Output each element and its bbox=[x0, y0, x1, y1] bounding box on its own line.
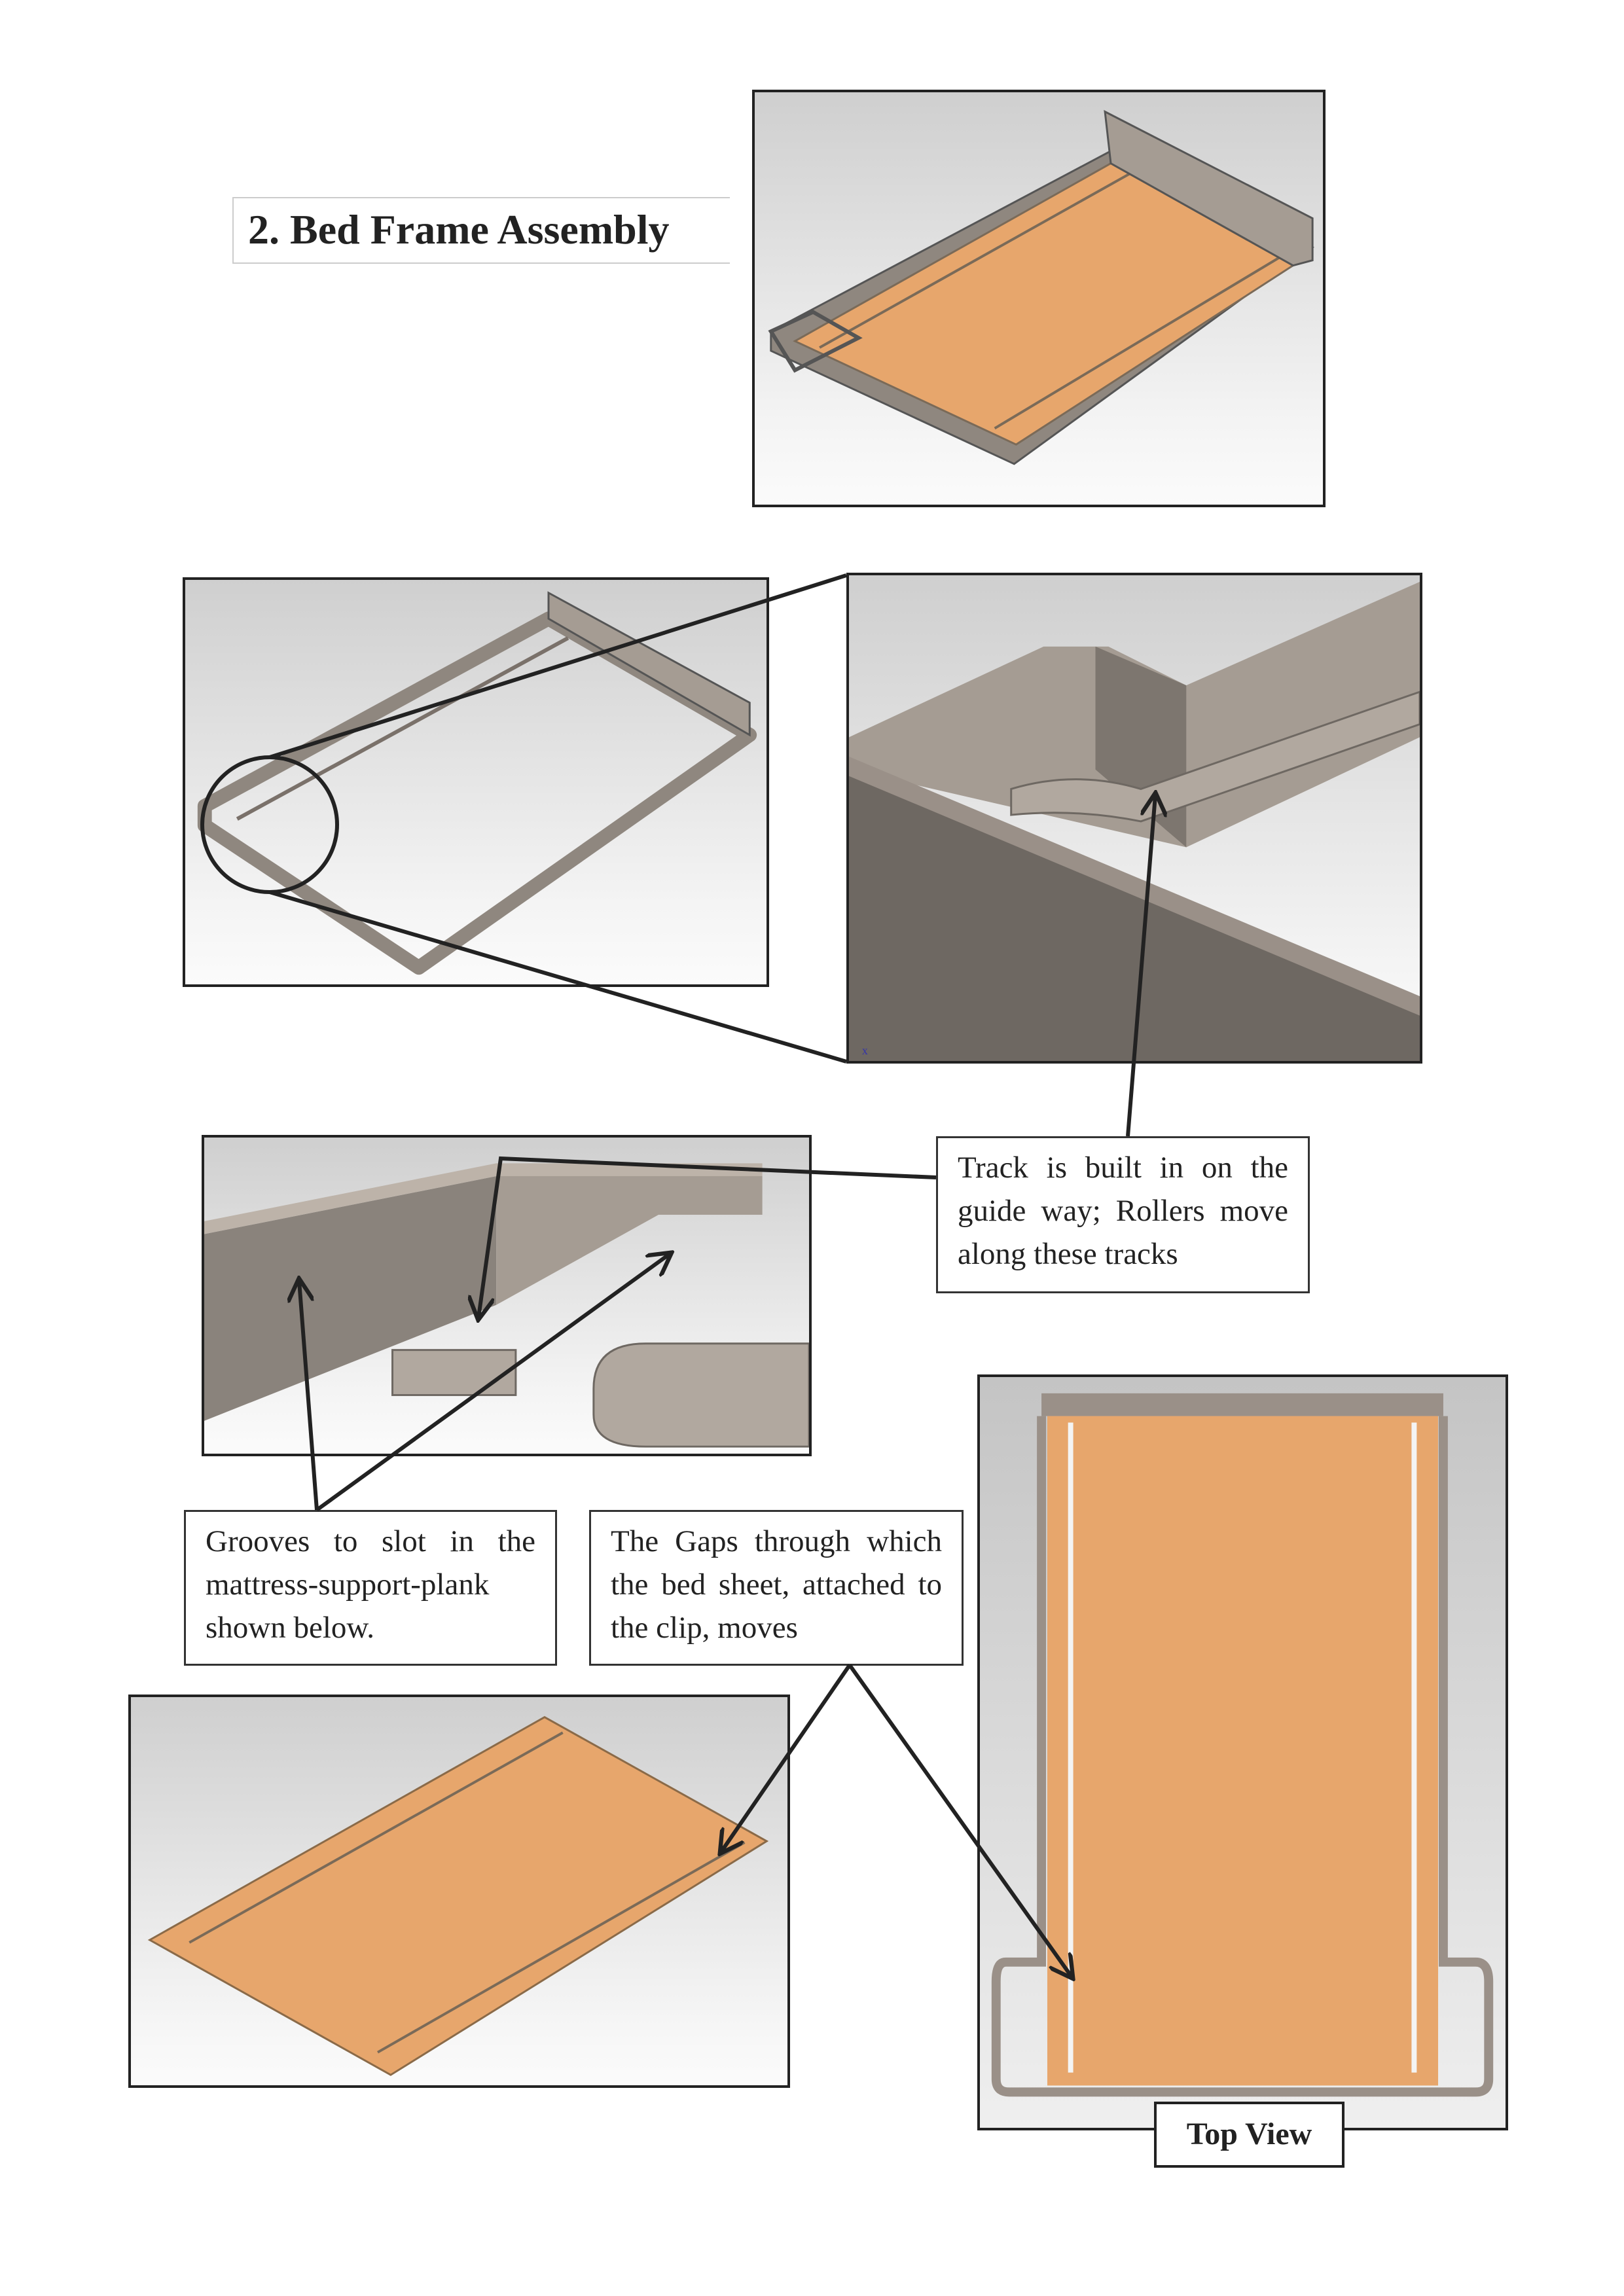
note-grooves: Grooves to slot in the mattress-support-plank shown below. bbox=[184, 1510, 557, 1666]
svg-text:x: x bbox=[861, 1044, 868, 1058]
section-title: 2. Bed Frame Assembly bbox=[232, 197, 730, 264]
top-view-render bbox=[977, 1374, 1508, 2130]
note-track: Track is built in on the guide way; Rollers move along these tracks bbox=[936, 1136, 1310, 1293]
bed-frame-assembly-render bbox=[752, 90, 1326, 507]
mattress-support-plank-render bbox=[128, 1695, 790, 2088]
track-detail-render bbox=[846, 573, 1422, 1064]
top-view-label: Top View bbox=[1154, 2102, 1344, 2168]
bed-frame-render bbox=[183, 577, 769, 987]
note-gaps: The Gaps through which the bed sheet, attached to the clip, moves bbox=[589, 1510, 964, 1666]
grooves-detail-render bbox=[202, 1135, 812, 1456]
